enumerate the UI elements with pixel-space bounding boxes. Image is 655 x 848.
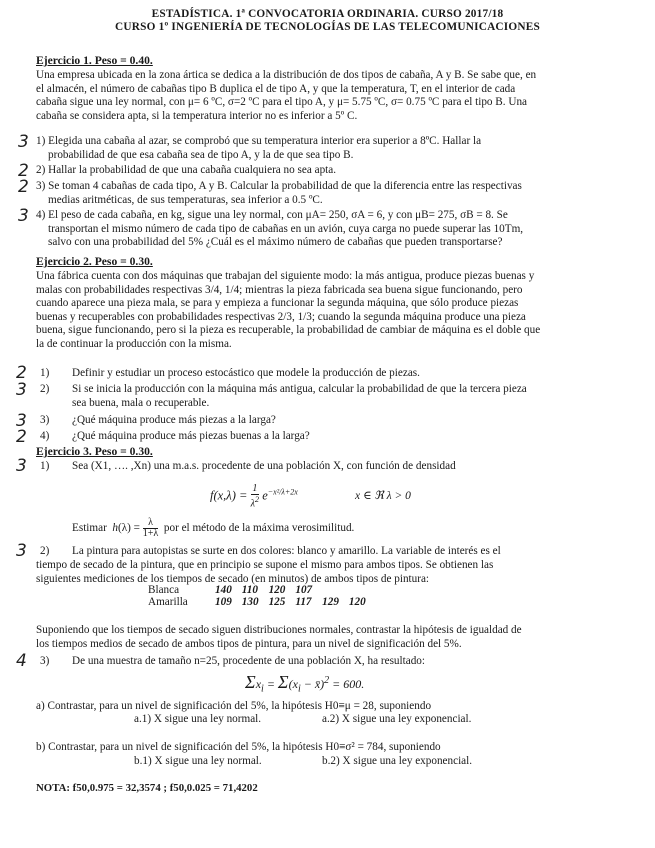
ex1-q1-line: 1) Elegida una cabaña al azar, se comprobó que su temperatura interior era superior a 8ºC. Hallar la — [36, 135, 482, 147]
ex2-intro-line: la de continuar la producción con la misma. — [36, 337, 232, 350]
table-cell: 110 — [241, 584, 258, 596]
ex1-intro — [36, 69, 626, 123]
estimate-text: Estimar h(λ) = $\frac{\lambda}{1+\lambda}$ por el método de la máxima verosimilitud. — [72, 517, 355, 539]
ex2-q4: ¿Qué máquina produce más piezas buenas a la larga? — [72, 430, 310, 442]
ex3-part-a2: a.2) X sigue una ley exponencial. — [322, 713, 472, 725]
ex3-q2-cont — [36, 624, 626, 651]
ex3-part-b2: b.2) X sigue una ley exponencial. — [322, 755, 473, 767]
ex3-q2-number: 2) — [40, 545, 50, 557]
hand-mark: 3 — [18, 132, 29, 152]
ex2-intro-line: cuando aparece una pieza mala, se para y empieza a funcionar la segunda máquina, que sólo produce piezas — [36, 297, 519, 310]
hand-mark: 2 — [18, 161, 29, 181]
ex2-q3: ¿Qué máquina produce más piezas a la larga? — [72, 414, 276, 426]
ex3-part-a1: a.1) X sigue una ley normal. — [134, 713, 262, 725]
ex1-q4-line: transportan el mismo número de cada tipo de cabañas en un avión, cuya carga no puede superar las 10Tm, — [48, 222, 524, 235]
ex3-title: Ejercicio 3. Peso = 0.30. — [36, 445, 153, 458]
ex1-q1-line: probabilidad de que esa cabaña sea de tipo A, y la de que sea tipo B. — [48, 148, 354, 161]
ex1-intro-line: Una empresa ubicada en la zona ártica se dedica a la distribución de dos tipos de cabaña, A y B. Se sabe que, en — [36, 69, 537, 81]
row-label: Amarilla — [148, 596, 188, 608]
ex1-q1 — [36, 135, 626, 162]
ex2-q4-number: 4) — [40, 430, 50, 442]
ex3-q3: De una muestra de tamaño n=25, procedente de una población X, ha resultado: — [72, 655, 426, 667]
ex2-intro-line: buenas y recuperables con probabilidades respectivas 2/3, 1/3; cuando la segunda máquina produce una pieza — [36, 310, 526, 323]
ex1-q4 — [36, 209, 626, 250]
ex3-part-a: a) Contrastar, para un nivel de significación del 5%, la hipótesis H0≡μ = 28, suponiendo — [36, 700, 432, 712]
ex1-intro-line: cabaña se considera apta, si la temperatura interior no es inferior a 5º C. — [36, 109, 358, 122]
hand-mark: 3 — [16, 541, 27, 561]
table-row — [148, 584, 376, 596]
hand-mark: 3 — [16, 411, 27, 431]
ex1-q3 — [36, 180, 626, 207]
ex3-part-b1: b.1) X sigue una ley normal. — [134, 755, 262, 767]
ex3-q1-number: 1) — [40, 460, 50, 472]
ex3-q2 — [36, 559, 626, 586]
hand-mark: 3 — [16, 456, 27, 476]
ex3-part-b: b) Contrastar, para un nivel de significación del 5%, la hipótesis H0≡σ² = 784, suponiendo — [36, 741, 441, 753]
ex2-q1: Definir y estudiar un proceso estocástico que modele la producción de piezas. — [72, 367, 420, 379]
header-line-1: ESTADÍSTICA. 1ª CONVOCATORIA ORDINARIA. CURSO 2017/18 — [151, 8, 504, 20]
table-cell: 109 — [215, 596, 232, 608]
hand-mark: 3 — [18, 206, 29, 226]
table-cell: 130 — [241, 596, 259, 608]
table-cell: 107 — [295, 584, 313, 596]
table-cell: 125 — [268, 596, 286, 608]
hand-mark: 2 — [18, 177, 29, 197]
ex2-q2-line: Si se inicia la producción con la máquina más antigua, calcular la probabilidad de que la tercera pieza — [72, 383, 527, 395]
ex3-q3-number: 3) — [40, 655, 50, 667]
ex2-intro-line: buena, sigue funcionando, pero si la pieza es recuperable, la probabilidad de cambiar de máquina es el doble que — [36, 324, 541, 337]
ex2-intro-line: Una fábrica cuenta con dos máquinas que trabajan del siguiente modo: la más antigua, produce piezas buenas y — [36, 270, 535, 282]
ex1-q3-line: medias aritméticas, de sus temperaturas, sea inferior a 0.5 ºC. — [48, 193, 323, 206]
ex1-q2: 2) Hallar la probabilidad de que una cabaña cualquiera no sea apta. — [36, 164, 337, 176]
sums-formula: $\Sigma x_i = \Sigma(x_i$ − x̄)$^2$ = 600. — [245, 672, 365, 695]
ex3-q2-line: tiempo de secado de la pintura, que en principio se supone el mismo para ambos tipos. Se obtienen las — [36, 559, 494, 571]
hand-mark: 2 — [16, 363, 27, 383]
hand-mark: 3 — [16, 380, 27, 400]
ex1-q4-line: salvo con una probabilidad del 5% ¿Cuál es el máximo número de cabañas que pueden transportarse? — [48, 236, 503, 249]
hand-mark: 4 — [16, 651, 27, 671]
ex2-intro — [36, 270, 626, 352]
row-label: Blanca — [148, 584, 180, 596]
ex2-q1-number: 1) — [40, 367, 50, 379]
ex1-intro-line: cabaña sigue una ley normal, con μ= 6 ºC, σ=2 ºC para el tipo A, y μ= 5.75 ºC, σ= 0.75 ºC para el tipo B. Una — [36, 96, 528, 109]
ex2-q2-line: sea buena, mala o recuperable. — [72, 396, 210, 409]
ex1-q3-line: 3) Se toman 4 cabañas de cada tipo, A y B. Calcular la probabilidad de que la diferencia entre las respectivas — [36, 180, 522, 192]
ex3-q2-line: los tiempos medios de secado de ambos tipos de pintura, para un nivel de significación del 5%. — [36, 637, 462, 650]
table-cell: 129 — [322, 596, 339, 608]
table-cell: 120 — [348, 596, 366, 608]
table-cell: 120 — [268, 584, 286, 596]
table-row — [148, 596, 376, 608]
ex2-q3-number: 3) — [40, 414, 50, 426]
ex3-q2-line: Suponiendo que los tiempos de secado siguen distribuciones normales, contrastar la hipótesis de igualdad de — [36, 624, 522, 636]
ex1-intro-line: el almacén, el número de cabañas tipo B duplica el de tipo A, y que la temperatura, T, en el interior de cada — [36, 82, 516, 95]
ex2-q2-number: 2) — [40, 383, 50, 395]
table-cell: 140 — [215, 584, 232, 596]
note: NOTA: f50,0.975 = 32,3574 ; f50,0.025 = 71,4202 — [36, 782, 258, 794]
ex3-q2-line: siguientes mediciones de los tiempos de secado (en minutos) de ambos tipos de pintura: — [36, 572, 430, 585]
ex1-q4-line: 4) El peso de cada cabaña, en kg, sigue una ley normal, con μA= 250, σA = 6, y con μB= 275, σB = 8. Se — [36, 209, 508, 221]
hand-mark: 2 — [16, 427, 27, 447]
ex3-q1: Sea (X1, …. ,Xn) una m.a.s. procedente de una población X, con función de densidad — [72, 460, 456, 472]
ex3-q2-line: La pintura para autopistas se surte en dos colores: blanco y amarillo. La variable de interés es el — [72, 545, 501, 557]
table-cell: 117 — [295, 596, 312, 608]
header-line-2: CURSO 1º INGENIERÍA DE TECNOLOGÍAS DE LAS TELECOMUNICACIONES — [115, 21, 540, 33]
ex2-intro-line: malas con probabilidades respectivas 3/4, 1/4; mientras la pieza fabricada sea buena sigue funcionando, pero — [36, 283, 523, 296]
ex2-title: Ejercicio 2. Peso = 0.30. — [36, 255, 153, 268]
ex2-q2 — [72, 383, 626, 410]
drying-times-table — [148, 584, 376, 608]
ex1-title: Ejercicio 1. Peso = 0.40. — [36, 54, 153, 67]
density-formula: f(x,λ) = $\frac{1}{\lambda^2}$ $e^{-x^2/\lambda+2x}$ — [210, 483, 298, 510]
density-domain: x ∈ ℜ λ > 0 — [355, 490, 411, 502]
